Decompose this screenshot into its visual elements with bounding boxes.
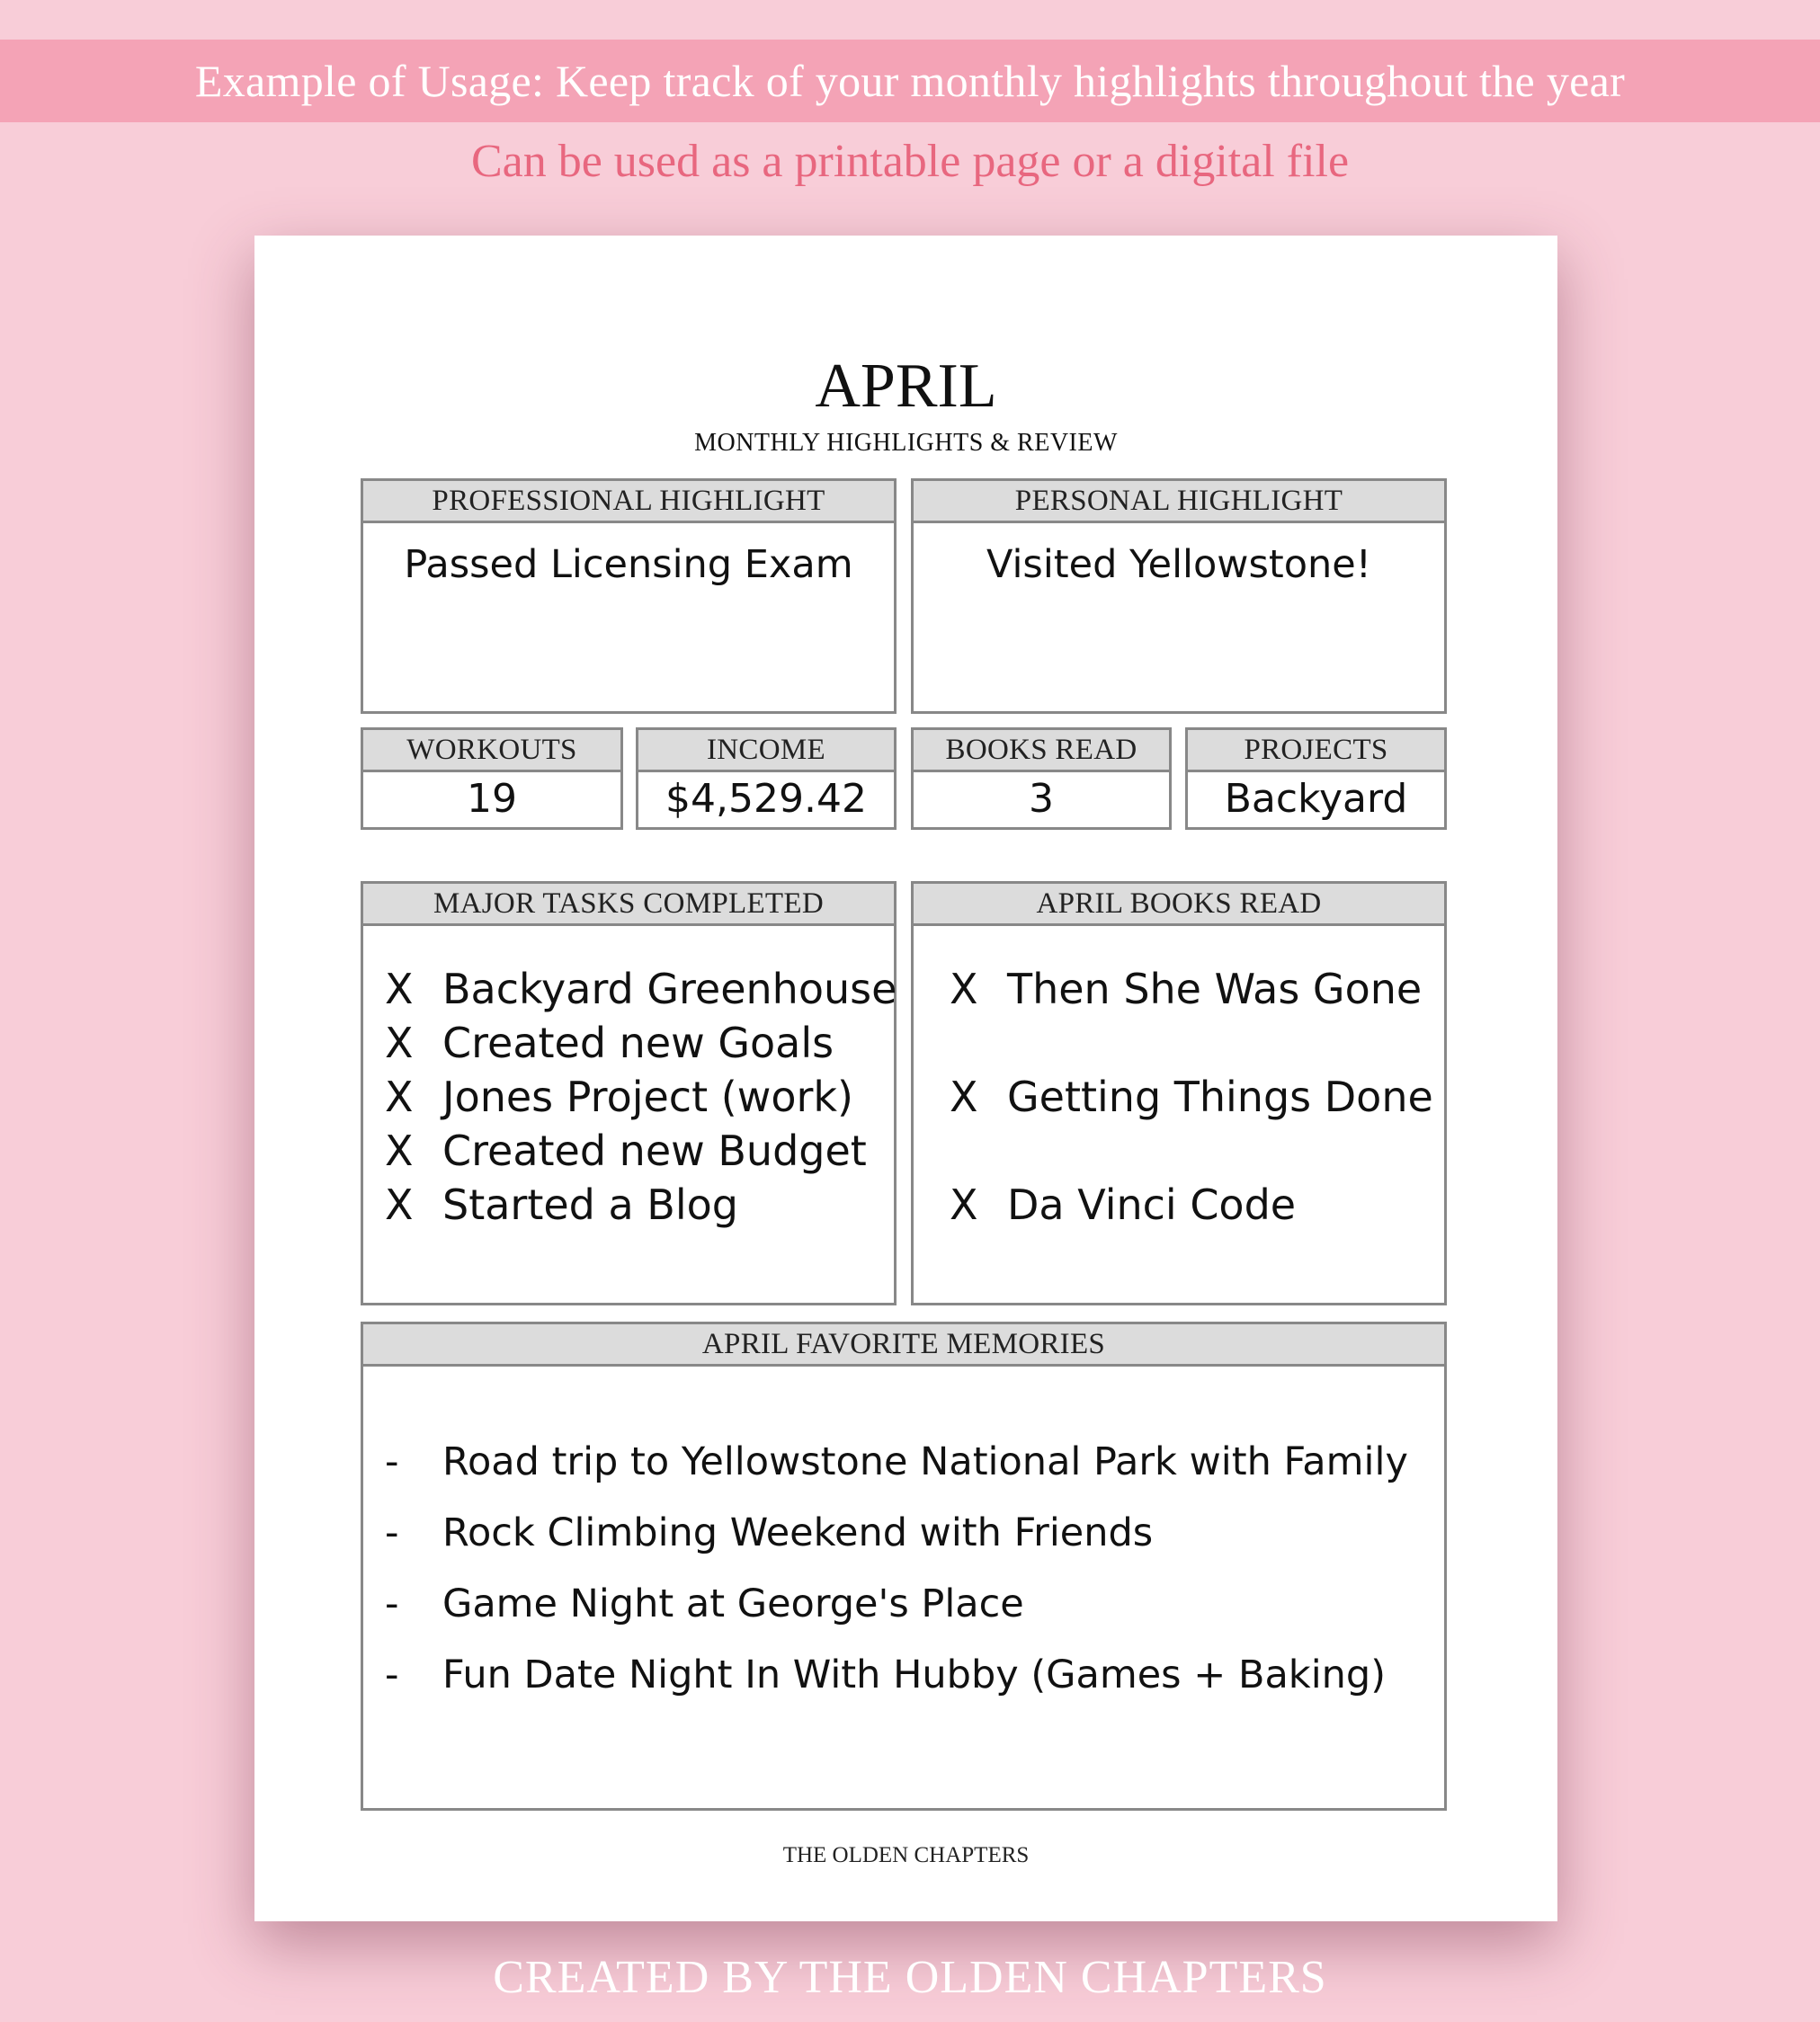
books-read-label: BOOKS READ: [914, 730, 1169, 772]
task-label: Jones Project (work): [442, 1073, 853, 1121]
books-read-box: [911, 727, 1172, 830]
major-tasks-box: [361, 881, 897, 1305]
book-item: [950, 965, 1422, 1013]
professional-highlight-box: [361, 478, 897, 714]
usage-banner: Example of Usage: Keep track of your monthly highlights throughout the year: [0, 40, 1820, 122]
task-label: Started a Blog: [442, 1180, 738, 1229]
personal-highlight-value: Visited Yellowstone!: [986, 542, 1371, 587]
memory-text: Road trip to Yellowstone National Park with Family: [442, 1439, 1408, 1484]
income-label: INCOME: [638, 730, 894, 772]
professional-highlight-value: Passed Licensing Exam: [404, 542, 853, 587]
task-item: [385, 965, 897, 1013]
book-check-mark: X: [950, 965, 978, 1013]
books-list-label: APRIL BOOKS READ: [914, 884, 1444, 926]
book-item: [950, 1180, 1296, 1229]
workouts-value: 19: [467, 776, 517, 822]
memory-bullet: -: [385, 1510, 399, 1555]
book-title: Then She Was Gone: [1007, 965, 1423, 1013]
task-check-mark: X: [385, 1180, 414, 1229]
memory-item: [385, 1652, 1386, 1697]
income-box: [636, 727, 897, 830]
planner-page: [254, 236, 1557, 1921]
income-value: $4,529.42: [665, 776, 867, 822]
usage-subtext: Can be used as a printable page or a digital file: [470, 136, 1350, 187]
task-item: [385, 1127, 867, 1175]
task-check-mark: X: [385, 1127, 414, 1175]
task-label: Created new Budget: [442, 1127, 867, 1175]
memory-item: [385, 1581, 1024, 1626]
personal-highlight-label: PERSONAL HIGHLIGHT: [914, 481, 1444, 523]
projects-label: PROJECTS: [1188, 730, 1444, 772]
books-read-value: 3: [1029, 776, 1054, 822]
memory-text: Rock Climbing Weekend with Friends: [442, 1510, 1154, 1555]
major-tasks-label: MAJOR TASKS COMPLETED: [363, 884, 894, 926]
task-check-mark: X: [385, 1073, 414, 1121]
memory-bullet: -: [385, 1581, 399, 1626]
task-item: [385, 1019, 834, 1067]
workouts-label: WORKOUTS: [363, 730, 620, 772]
task-check-mark: X: [385, 965, 414, 1013]
book-item: [950, 1073, 1433, 1121]
memory-text: Fun Date Night In With Hubby (Games + Baking): [442, 1652, 1386, 1697]
projects-box: [1185, 727, 1447, 830]
memory-item: [385, 1439, 1408, 1484]
memory-item: [385, 1510, 1153, 1555]
month-title: APRIL: [815, 352, 997, 421]
book-title: Getting Things Done: [1007, 1073, 1433, 1121]
task-label: Created new Goals: [442, 1019, 834, 1067]
personal-highlight-box: [911, 478, 1447, 714]
book-check-mark: X: [950, 1073, 978, 1121]
task-item: [385, 1073, 853, 1121]
professional-highlight-label: PROFESSIONAL HIGHLIGHT: [363, 481, 894, 523]
page-brand: THE OLDEN CHAPTERS: [782, 1843, 1030, 1867]
book-check-mark: X: [950, 1180, 978, 1229]
memories-box: [361, 1322, 1447, 1811]
task-item: [385, 1180, 738, 1229]
memory-bullet: -: [385, 1439, 399, 1484]
task-check-mark: X: [385, 1019, 414, 1067]
memory-text: Game Night at George's Place: [442, 1581, 1024, 1626]
books-list-box: [911, 881, 1447, 1305]
workouts-box: [361, 727, 623, 830]
memories-label: APRIL FAVORITE MEMORIES: [363, 1324, 1444, 1367]
memory-bullet: -: [385, 1652, 399, 1697]
page-subtitle: MONTHLY HIGHLIGHTS & REVIEW: [694, 429, 1118, 457]
creator-credit: CREATED BY THE OLDEN CHAPTERS: [493, 1952, 1327, 2003]
projects-value: Backyard: [1224, 776, 1408, 822]
task-label: Backyard Greenhouse: [442, 965, 897, 1013]
book-title: Da Vinci Code: [1007, 1180, 1297, 1229]
